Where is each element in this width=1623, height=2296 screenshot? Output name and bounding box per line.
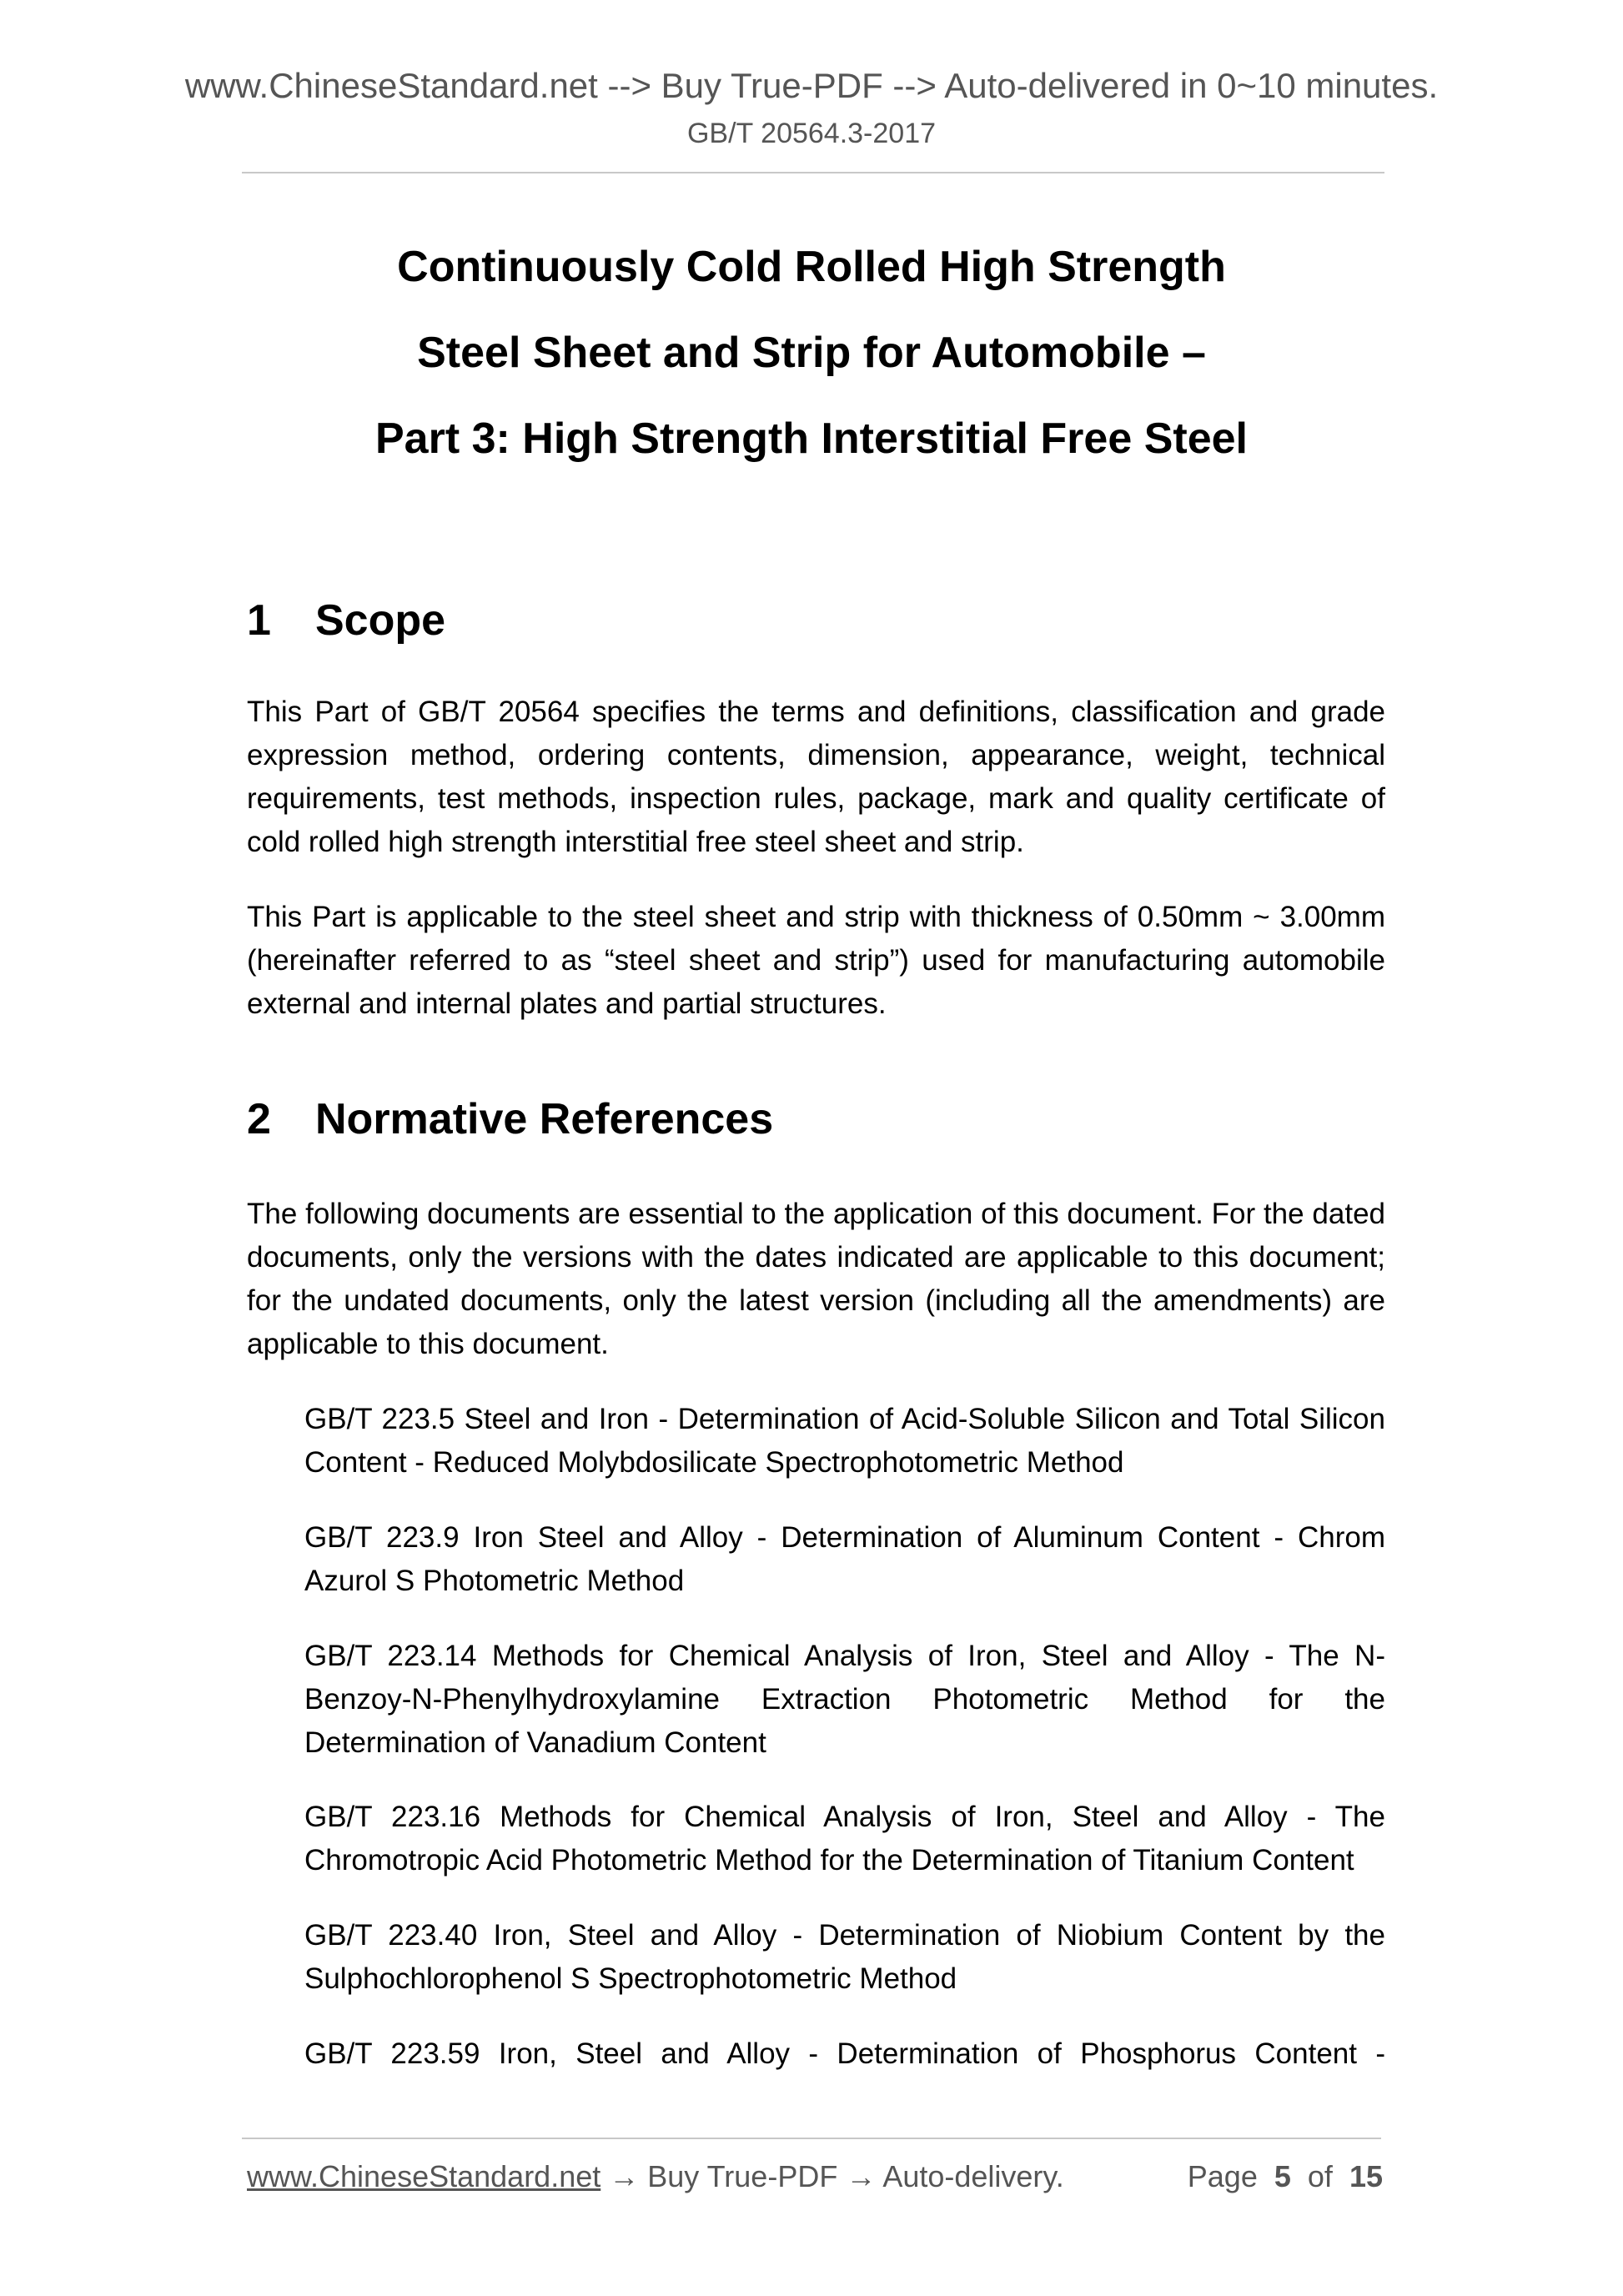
page-current: 5	[1274, 2159, 1291, 2193]
header-promo-text: www.ChineseStandard.net --> Buy True-PDF --> Auto-delivered in 0~10 minutes.	[184, 66, 1439, 105]
reference-item: GB/T 223.5 Steel and Iron - Determination of Acid-Soluble Silicon and Total Silicon Content - Reduced Molybdosilicate Spectrophotometric Method	[304, 1403, 1385, 1479]
page-footer	[247, 2158, 1383, 2195]
page-of-label: of	[1307, 2159, 1333, 2193]
title-line-1: Continuously Cold Rolled High Strength	[397, 243, 1226, 291]
page-label: Page	[1187, 2159, 1258, 2193]
section-heading-normative-references	[247, 1094, 773, 1144]
header-standard-number: GB/T 20564.3-2017	[686, 118, 937, 149]
scope-paragraph-2: This Part is applicable to the steel sheet and strip with thickness of 0.50mm ~ 3.00mm (hereinafter referred to as “steel sheet and strip”) used for manufacturing automobile external and internal plates and partial structures.	[247, 901, 1385, 1020]
header-divider	[242, 172, 1384, 173]
reference-item: GB/T 223.59 Iron, Steel and Alloy - Determination of Phosphorus Content -	[304, 2037, 1385, 2070]
footer-tail-text: → Buy True-PDF → Auto-delivery.	[600, 2159, 1064, 2193]
reference-item: GB/T 223.9 Iron Steel and Alloy - Determination of Aluminum Content - Chrom Azurol S Photometric Method	[304, 1521, 1385, 1597]
title-line-2: Steel Sheet and Strip for Automobile –	[417, 329, 1206, 377]
scope-paragraph-1: This Part of GB/T 20564 specifies the terms and definitions, classification and grade expression method, ordering contents, dimension, appearance, weight, technical requirements, test methods, inspection rules, package, mark and quality certificate of cold rolled high strength interstitial free steel sheet and strip.	[247, 696, 1385, 858]
page-total: 15	[1349, 2159, 1383, 2193]
references-intro-paragraph: The following documents are essential to the application of this document. For the dated documents, only the versions with the dates indicated are applicable to this document; for the undated documents, only the latest version (including all the amendments) are applicable to this document.	[247, 1198, 1385, 1360]
section-title: Scope	[315, 596, 446, 645]
reference-item: GB/T 223.40 Iron, Steel and Alloy - Determination of Niobium Content by the Sulphochlorophenol S Spectrophotometric Method	[304, 1919, 1385, 1995]
footer-divider	[242, 2138, 1381, 2139]
section-title: Normative References	[315, 1095, 774, 1143]
title-line-3: Part 3: High Strength Interstitial Free Steel	[375, 414, 1248, 463]
page-indicator	[1188, 2158, 1383, 2195]
reference-item: GB/T 223.16 Methods for Chemical Analysis of Iron, Steel and Alloy - The Chromotropic Acid Photometric Method for the Determination of Titanium Content	[304, 1801, 1385, 1876]
section-number: 1	[247, 596, 271, 645]
reference-item: GB/T 223.14 Methods for Chemical Analysis of Iron, Steel and Alloy - The N-Benzoy-N-Phenylhydroxylamine Extraction Photometric Method for the Determination of Vanadium Content	[304, 1640, 1385, 1759]
section-number: 2	[247, 1095, 271, 1143]
footer-site-link[interactable]: www.ChineseStandard.net	[247, 2159, 601, 2193]
section-heading-scope	[247, 595, 445, 646]
